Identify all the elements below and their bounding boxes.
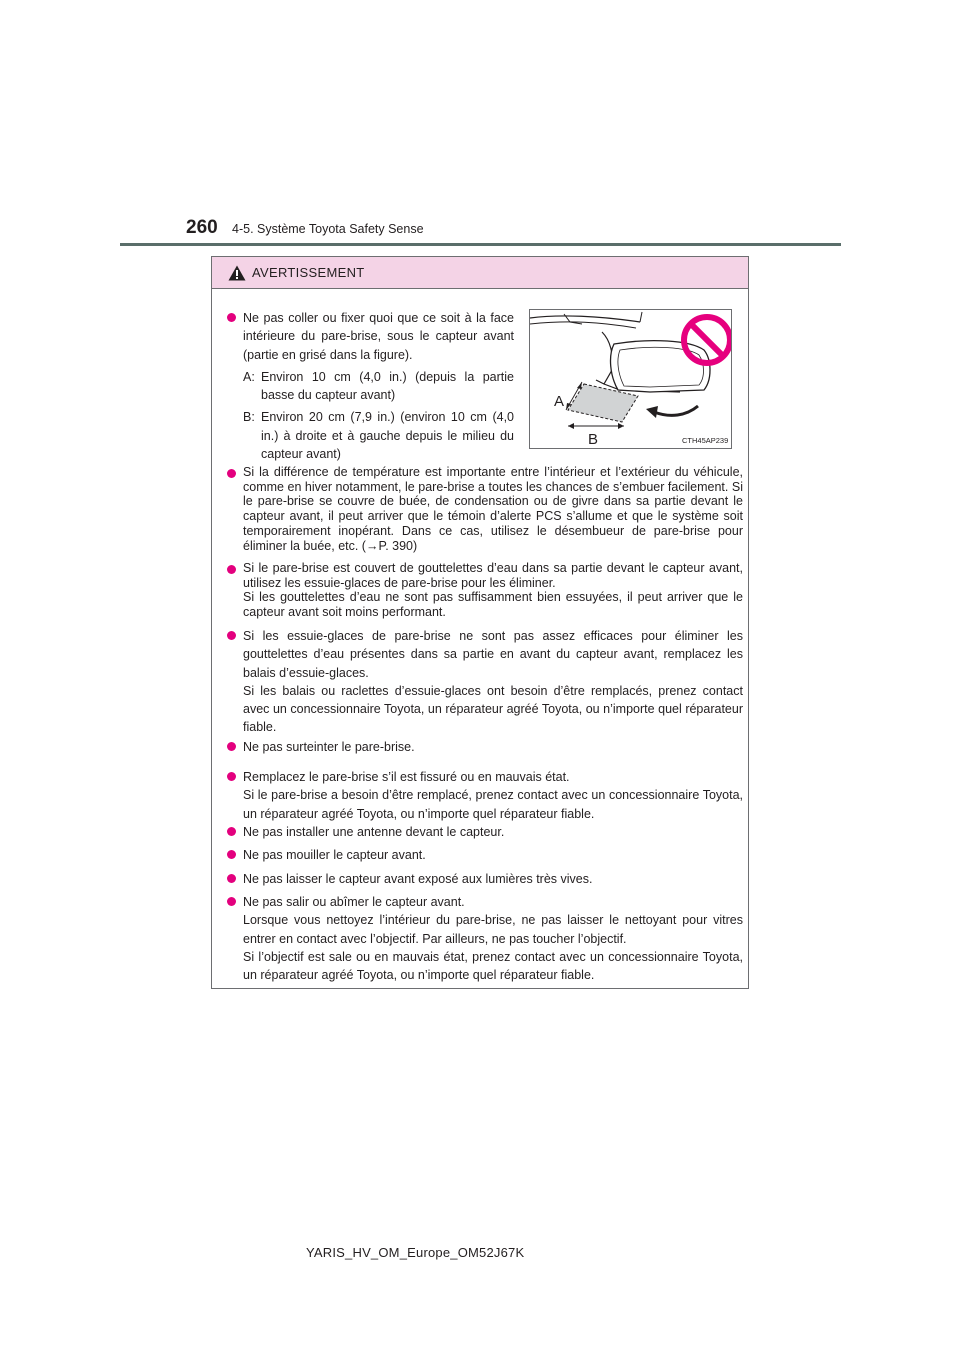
warning-item-text: Ne pas laisser le capteur avant exposé aux lumières très vives. [243, 872, 593, 886]
warning-item-text: Ne pas coller ou fixer quoi que ce soit à la face intérieure du pare-brise, sous le capteur avant (partie en grisé dans la figure). [243, 311, 514, 362]
warning-subitem-a [243, 368, 514, 405]
bullet-dot-icon [227, 897, 236, 906]
warning-item-text: Si la différence de température est importante entre l’intérieur et l’extérieur du véhicule, comme en hiver notamment, le pare-brise a toutes les chances de s’embuer facilement. Si le pare-brise se couvre de buée, de condensation ou de givre dans sa partie devant le capteur avant, il peut arriver que le témoin d’alerte PCS s’allume et que le système soit temporairement inopérant. Dans ce cas, utilisez le désembueur de pare-brise pour éliminer la buée, etc. (→P. 390) [243, 465, 743, 553]
warning-body [212, 289, 748, 988]
warning-item-6 [227, 768, 743, 823]
warning-item-7 [227, 823, 743, 841]
warning-subitem-b [243, 408, 514, 463]
bullet-dot-icon [227, 874, 236, 883]
warning-item-2 [227, 465, 743, 553]
bullet-dot-icon [227, 772, 236, 781]
windshield-sensor-figure [529, 309, 732, 449]
figure-label-a: A [554, 393, 565, 410]
warning-item-text: Remplacez le pare-brise s’il est fissuré ou en mauvais état. [243, 770, 570, 784]
bullet-dot-icon [227, 827, 236, 836]
subitem-text: Environ 10 cm (4,0 in.) (depuis la partie basse du capteur avant) [261, 369, 514, 403]
warning-item-text: Si le pare-brise a besoin d’être remplacé, prenez contact avec un concessionnaire Toyota, un réparateur agréé Toyota, ou n’importe quel réparateur fiable. [243, 788, 743, 821]
subitem-label: B: [243, 410, 255, 425]
warning-header [212, 257, 748, 289]
warning-item-text: Si l’objectif est sale ou en mauvais état, prenez contact avec un concessionnaire Toyota, un réparateur agréé Toyota, ou n’importe quel réparateur fiable. [243, 949, 743, 983]
warning-item-text: Ne pas mouiller le capteur avant. [243, 848, 426, 862]
warning-item-10 [227, 893, 743, 984]
page-number: 260 [186, 217, 218, 238]
warning-item-3 [227, 561, 743, 620]
warning-item-text: Ne pas surteinter le pare-brise. [243, 740, 415, 754]
warning-item-5 [227, 738, 743, 756]
warning-item-text: Si les balais ou raclettes d’essuie-glaces ont besoin d’être remplacés, prenez contact avec un concessionnaire Toyota, un réparateur agréé Toyota, ou n’importe quel réparateur fiable. [243, 683, 743, 735]
figure-code: CTH45AP239 [682, 436, 729, 445]
header-rule [120, 243, 841, 246]
warning-item-text: Si les essuie-glaces de pare-brise ne sont pas assez efficaces pour éliminer les gouttelettes d’eau présentes dans sa partie en avant du capteur avant, remplacez les balais d’essuie-glaces. [243, 629, 743, 680]
bullet-dot-icon [227, 742, 236, 751]
warning-item-text: Ne pas installer une antenne devant le capteur. [243, 825, 505, 839]
warning-item-9 [227, 870, 743, 888]
warning-item-text: Ne pas salir ou abîmer le capteur avant. [243, 895, 465, 909]
figure-label-b: B [588, 431, 599, 448]
subitem-label: A: [243, 369, 255, 384]
footer-doc-id: YARIS_HV_OM_Europe_OM52J67K [306, 1245, 525, 1260]
bullet-dot-icon [227, 631, 236, 640]
warning-item-8 [227, 846, 743, 864]
warning-title: AVERTISSEMENT [252, 265, 365, 280]
bullet-dot-icon [227, 850, 236, 859]
warning-triangle-icon [228, 265, 246, 281]
warning-item-1 [227, 309, 514, 463]
warning-item-text: Si le pare-brise est couvert de gouttelettes d’eau dans sa partie devant le capteur avant, utilisez les essuie-glaces de pare-brise pour les éliminer. [243, 561, 743, 590]
bullet-dot-icon [227, 565, 236, 574]
warning-box [211, 256, 749, 989]
bullet-dot-icon [227, 469, 236, 478]
subitem-text: Environ 20 cm (7,9 in.) (environ 10 cm (4,0 in.) à droite et à gauche depuis le milieu du capteur avant) [261, 410, 514, 462]
bullet-dot-icon [227, 313, 236, 322]
warning-item-text: Lorsque vous nettoyez l’intérieur du pare-brise, ne pas laisser le nettoyant pour vitres entrer en contact avec l’objectif. Par ailleurs, ne pas toucher l’objectif. [243, 913, 743, 946]
warning-item-4 [227, 627, 743, 737]
warning-item-text: Si les gouttelettes d’eau ne sont pas suffisamment bien essuyées, il peut arriver que le capteur avant soit moins performant. [243, 590, 743, 620]
section-title: 4-5. Système Toyota Safety Sense [232, 222, 424, 236]
